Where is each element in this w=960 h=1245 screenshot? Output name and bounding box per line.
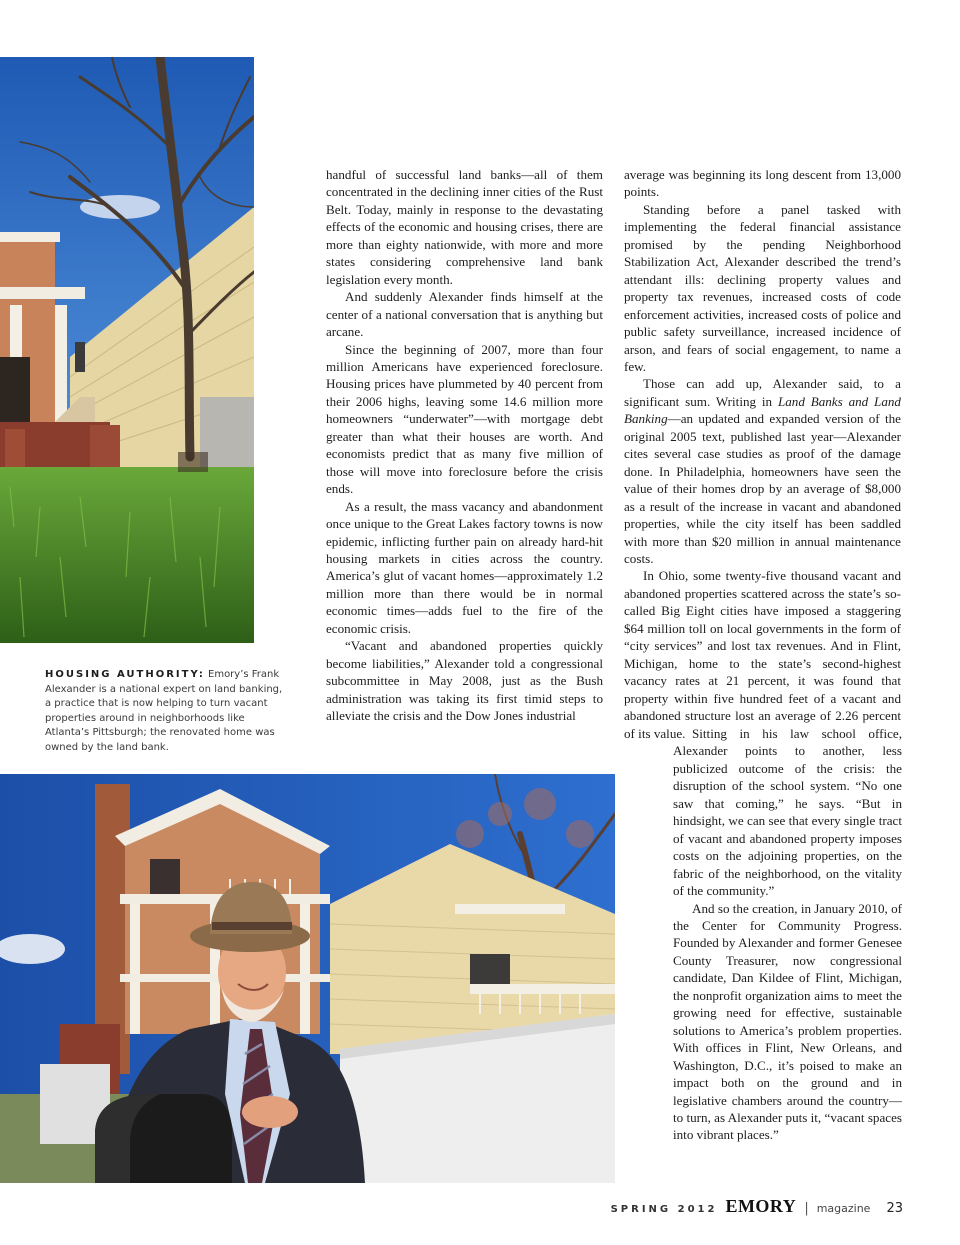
paragraph: And suddenly Alexander finds himself at the center of a national conversation that is anything but arcane. bbox=[326, 289, 603, 340]
paragraph: In Ohio, some twenty-five thousand vacant and abandoned properties scattered across the state’s so-called Big Eight cities have imposed a staggering $64 million toll on local governments in the form of “city services” and lost tax revenues. And in Flint, Michigan, home to the state’s second-highest vacancy rates at 21 percent, it was found that property within five hundred feet of a vacant and abandoned structure lost an average of 2.26 percent of its value. bbox=[624, 568, 901, 741]
paragraph: “Vacant and abandoned properties quickly become liabilities,” Alexander told a congressional subcommittee in May 2008, just as the Bush administration was taking its first timid steps to alleviate the crisis and the Dow Jones industrial bbox=[326, 638, 603, 724]
paragraph: Sitting in his law school office, Alexander points to another, less publicized outcome of the crisis: the disruption of the school system. “No one saw that coming,” he says. “But in hindsight, we can see that every single tract of vacant and abandoned property imposes costs on the adjoining properties, on the fabric of the neighborhood, on the vitality of the community.” bbox=[673, 726, 902, 899]
portrait-photo bbox=[0, 774, 615, 1183]
article-column-1 bbox=[326, 166, 603, 725]
magazine-label: magazine bbox=[816, 1202, 871, 1215]
paragraph: Since the beginning of 2007, more than four million Americans have experienced foreclosure. Housing prices have plummeted by 40 percent from their 2006 highs, leaving some 14.6 million more homeowners “underwater”—with mortgage debt greater than what their houses are worth. And economists predict that as many five million of those will move into foreclosure before the crisis ends. bbox=[326, 341, 603, 497]
paragraph: And so the creation, in January 2010, of the Center for Community Progress. Founded by Alexander and former Genesee County Treasurer, now congressional candidate, Dan Kildee of Flint, Michigan, the nonprofit organization aims to meet the growing need for effective, sustainable solutions to America’s problem properties. With offices in Flint, New Orleans, and Washington, D.C., it’s poised to make an impact both on the ground and in legislative chambers around the country—to turn, as Alexander puts it, “vacant spaces into vibrant places.” bbox=[673, 900, 902, 1143]
paragraph: Standing before a panel tasked with implementing the federal financial assistance promised by the pending Neighborhood Stabilization Act, Alexander described the trend’s attendant ills: declining property values and property tax revenues, increased costs of code enforcement activities, increased costs of police and public safety surveillance, increased incidence of arson, and fears of social engagement, to name a few. bbox=[624, 201, 901, 374]
paragraph-text: Those can add up, Alexander said, to a significant sum. Writing in bbox=[624, 376, 901, 409]
footer-separator: | bbox=[804, 1201, 809, 1216]
page-footer bbox=[611, 1196, 903, 1218]
caption-lead: HOUSING AUTHORITY: bbox=[45, 669, 205, 680]
caption-text: Emory’s Frank Alexander is a national expert on land banking, a practice that is now helping to turn vacant properties around in neighborhoods like Atlanta’s Pittsburgh; the renovated home was owned by the land bank. bbox=[45, 669, 283, 753]
book-title: Land Banks and Land Banking bbox=[624, 393, 901, 427]
paragraph-text: —an updated and expanded version of the original 2005 text, published last year—Alexander cites several case studies as proof of the damage done. In Philadelphia, homeowners have seen the value of their homes drop by an average of $8,000 as a result of the increase in vacant and abandoned properties, while the city itself has been saddled with more than $20 million in annual maintenance costs. bbox=[624, 411, 901, 566]
magazine-logo: EMORY bbox=[725, 1196, 797, 1216]
house-tree-photo bbox=[0, 57, 254, 643]
page-number: 23 bbox=[886, 1201, 903, 1216]
paragraph: As a result, the mass vacancy and abandonment once unique to the Great Lakes factory towns is now epidemic, inflicting further pain on already hard-hit housing markets in cities across the country. America’s glut of vacant homes—approximately 1.2 million more than there would be in normal economic times—adds fuel to the fire of the economic crisis. bbox=[326, 498, 603, 636]
paragraph: handful of successful land banks—all of them concentrated in the declining inner cities of the Rust Belt. Today, mainly in response to the devastating effects of the economic and housing crises, there are more than eighty nationwide, with more and more states considering comprehensive land bank legislation every month. bbox=[326, 167, 603, 287]
article-column-2-lower bbox=[673, 725, 902, 1144]
issue-season: SPRING 2012 bbox=[610, 1204, 718, 1215]
article-column-2 bbox=[624, 166, 901, 742]
paragraph bbox=[624, 375, 901, 567]
photo-caption bbox=[45, 668, 290, 756]
paragraph: average was beginning its long descent from 13,000 points. bbox=[624, 167, 901, 200]
